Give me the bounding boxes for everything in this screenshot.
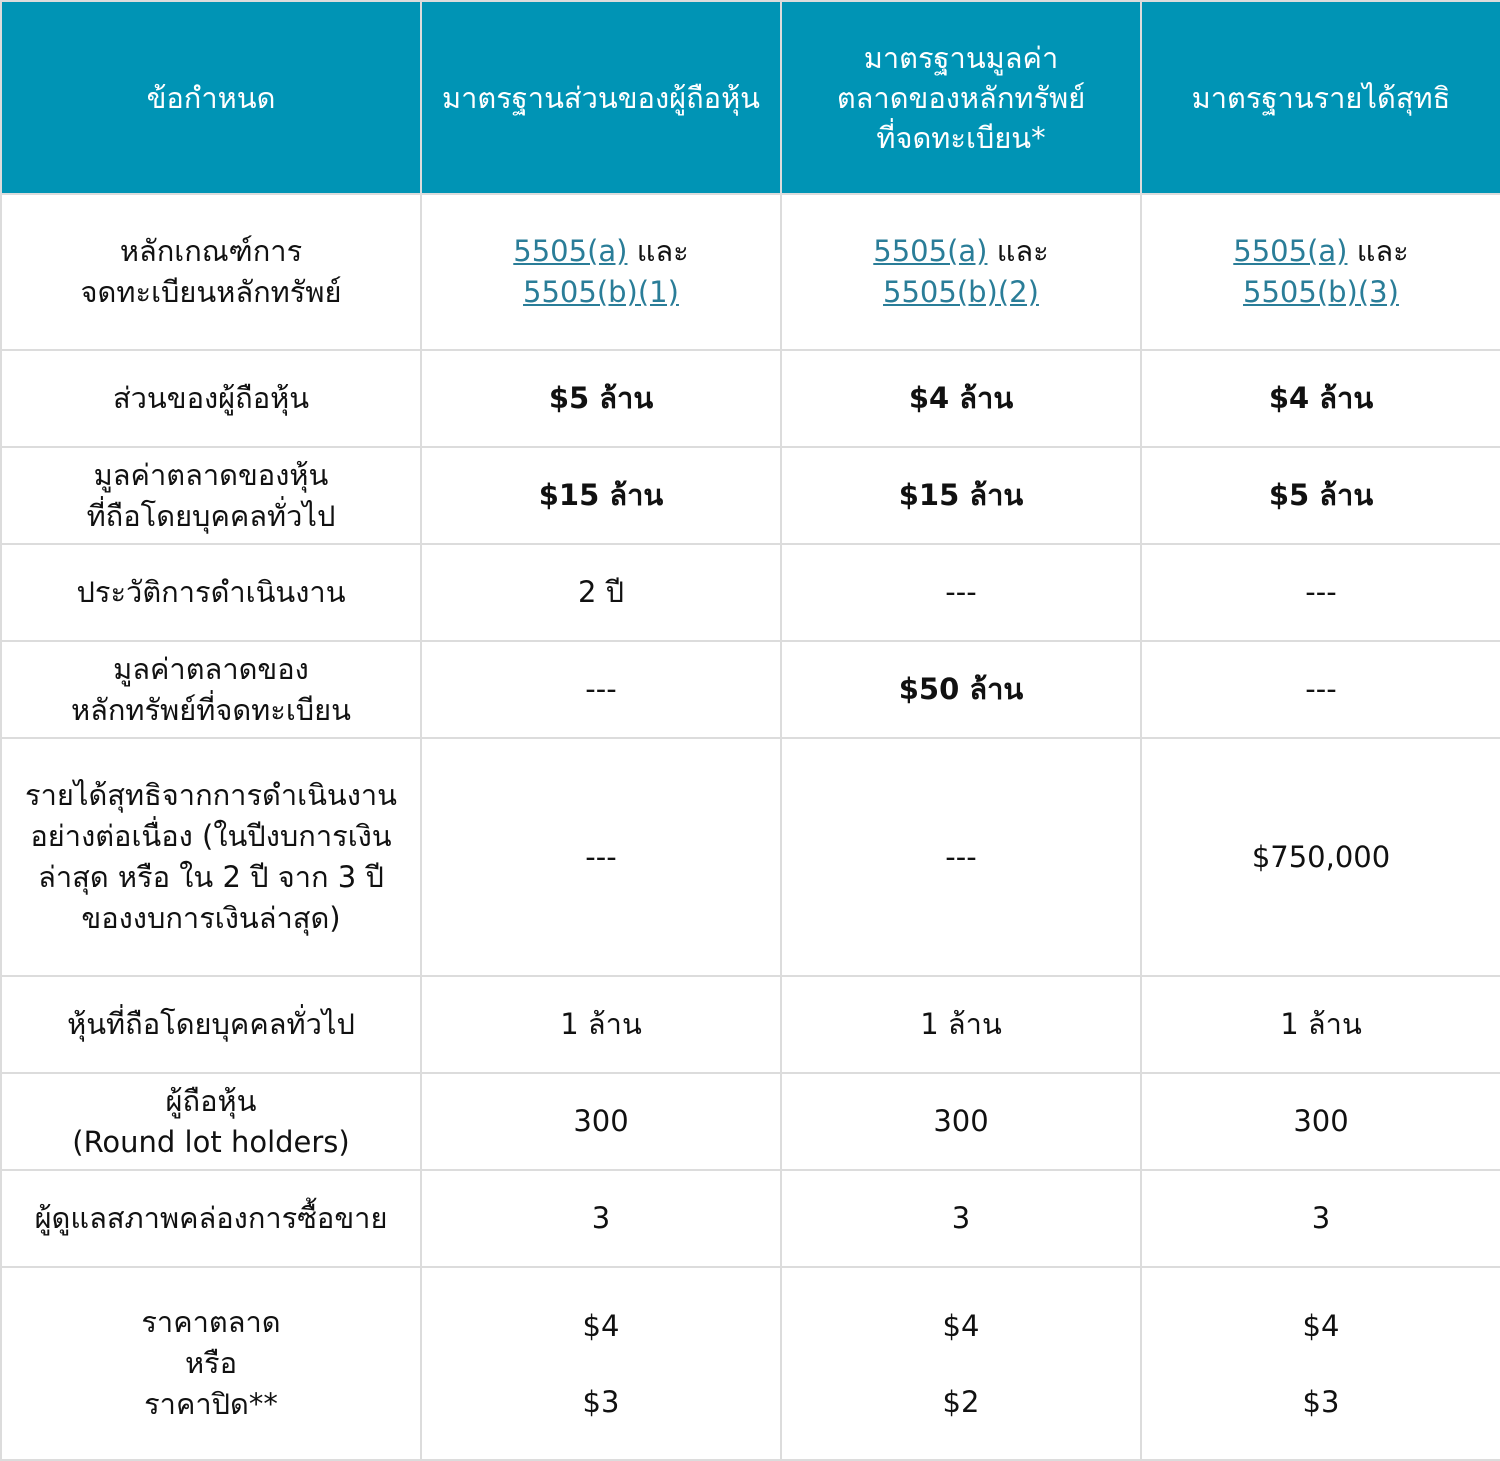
- table-row: [1, 1073, 1500, 1170]
- row-label-line: ราคาตลาด: [141, 1305, 281, 1339]
- table-row: [1, 1170, 1500, 1267]
- table-row: [1, 544, 1500, 641]
- table-header: [1, 1, 1500, 194]
- header-market-value-standard: [781, 1, 1141, 194]
- criteria-cell: [421, 194, 781, 350]
- row-label: [1, 738, 421, 976]
- market-price-value: $4: [1302, 1308, 1340, 1343]
- table-row: [1, 1267, 1500, 1460]
- table-cell: 1 ล้าน: [781, 976, 1141, 1073]
- criteria-cell: [781, 194, 1141, 350]
- header-market-value-line: ตลาดของหลักทรัพย์: [836, 80, 1086, 115]
- row-label-line: อย่างต่อเนื่อง (ในปีงบการเงิน: [30, 819, 392, 853]
- table-row: [1, 976, 1500, 1073]
- row-label: [1, 976, 421, 1073]
- row-label-line: ผู้ถือหุ้น: [165, 1083, 257, 1118]
- table-cell: $5 ล้าน: [1141, 447, 1500, 544]
- row-label-line: ประวัติการดำเนินงาน: [76, 575, 346, 609]
- table-cell: ---: [781, 544, 1141, 641]
- table-cell: ---: [421, 641, 781, 738]
- table-cell: 2 ปี: [421, 544, 781, 641]
- market-price-value: $4: [942, 1308, 980, 1343]
- table-cell: $15 ล้าน: [421, 447, 781, 544]
- market-price-value: $4: [582, 1308, 620, 1343]
- price-cell: [421, 1267, 781, 1460]
- criteria-cell: [1141, 194, 1500, 350]
- closing-price-value: $3: [1302, 1384, 1340, 1419]
- table-cell: 300: [781, 1073, 1141, 1170]
- row-label: [1, 447, 421, 544]
- row-label-line: รายได้สุทธิจากการดำเนินงาน: [25, 778, 397, 812]
- closing-price-value: $3: [582, 1384, 620, 1419]
- row-label-line: หุ้นที่ถือโดยบุคคลทั่วไป: [67, 1007, 355, 1041]
- row-label: [1, 1073, 421, 1170]
- row-label: [1, 194, 421, 350]
- conjunction-text: และ: [636, 234, 689, 268]
- header-market-value-line: มาตรฐานมูลค่า: [863, 40, 1059, 75]
- table-cell: $5 ล้าน: [421, 350, 781, 447]
- header-market-value-line: ที่จดทะเบียน*: [876, 120, 1046, 155]
- row-label-line: หรือ: [184, 1346, 238, 1380]
- row-label-line: ส่วนของผู้ถือหุ้น: [112, 381, 310, 415]
- row-label-line: ราคาปิด**: [144, 1387, 278, 1421]
- table-body: [1, 194, 1500, 1460]
- rule-link[interactable]: 5505(b)(3): [1243, 275, 1399, 309]
- row-label-line: หลักทรัพย์ที่จดทะเบียน: [70, 692, 352, 727]
- table-cell: $4 ล้าน: [781, 350, 1141, 447]
- rule-link[interactable]: 5505(b)(1): [523, 275, 679, 309]
- row-label-line: หลักเกณฑ์การ: [119, 234, 303, 268]
- table-cell: ---: [781, 738, 1141, 976]
- table-cell: ---: [1141, 641, 1500, 738]
- conjunction-text: และ: [1356, 234, 1409, 268]
- table-cell: 3: [421, 1170, 781, 1267]
- price-cell: [781, 1267, 1141, 1460]
- row-label: [1, 1170, 421, 1267]
- table-cell: $50 ล้าน: [781, 641, 1141, 738]
- row-label-line: จดทะเบียนหลักทรัพย์: [80, 275, 342, 309]
- table-row: [1, 641, 1500, 738]
- rule-link[interactable]: 5505(a): [1233, 234, 1348, 268]
- table-row: [1, 194, 1500, 350]
- row-label: [1, 544, 421, 641]
- rule-link[interactable]: 5505(b)(2): [883, 275, 1039, 309]
- table-cell: $750,000: [1141, 738, 1500, 976]
- table-cell: 300: [1141, 1073, 1500, 1170]
- price-cell: [1141, 1267, 1500, 1460]
- row-label-line: ของงบการเงินล่าสุด): [81, 901, 341, 935]
- row-label-line: ที่ถือโดยบุคคลทั่วไป: [86, 498, 336, 533]
- table-row: [1, 738, 1500, 976]
- row-label: [1, 1267, 421, 1460]
- header-net-income-standard: [1141, 1, 1500, 194]
- conjunction-text: และ: [996, 234, 1049, 268]
- table-cell: 3: [781, 1170, 1141, 1267]
- table-cell: 1 ล้าน: [421, 976, 781, 1073]
- table-cell: 3: [1141, 1170, 1500, 1267]
- table-cell: ---: [421, 738, 781, 976]
- header-requirement: [1, 1, 421, 194]
- table-cell: 1 ล้าน: [1141, 976, 1500, 1073]
- rule-link[interactable]: 5505(a): [513, 234, 628, 268]
- row-label: [1, 641, 421, 738]
- header-requirement-label: ข้อกำหนด: [146, 80, 276, 115]
- row-label-line: ผู้ดูแลสภาพคล่องการซื้อขาย: [34, 1201, 388, 1235]
- rule-link[interactable]: 5505(a): [873, 234, 988, 268]
- header-net-income-standard-label: มาตรฐานรายได้สุทธิ: [1191, 80, 1451, 115]
- header-equity-standard: [421, 1, 781, 194]
- row-label: [1, 350, 421, 447]
- table-cell: ---: [1141, 544, 1500, 641]
- table-row: [1, 447, 1500, 544]
- header-equity-standard-label: มาตรฐานส่วนของผู้ถือหุ้น: [441, 80, 761, 115]
- table-cell: $4 ล้าน: [1141, 350, 1500, 447]
- header-row: [1, 1, 1500, 194]
- row-label-line: (Round lot holders): [72, 1124, 350, 1159]
- table-row: [1, 350, 1500, 447]
- row-label-line: มูลค่าตลาดของ: [113, 651, 309, 686]
- table-cell: $15 ล้าน: [781, 447, 1141, 544]
- closing-price-value: $2: [942, 1384, 980, 1419]
- row-label-line: มูลค่าตลาดของหุ้น: [93, 457, 329, 492]
- row-label-line: ล่าสุด หรือ ใน 2 ปี จาก 3 ปี: [38, 860, 384, 894]
- table-cell: 300: [421, 1073, 781, 1170]
